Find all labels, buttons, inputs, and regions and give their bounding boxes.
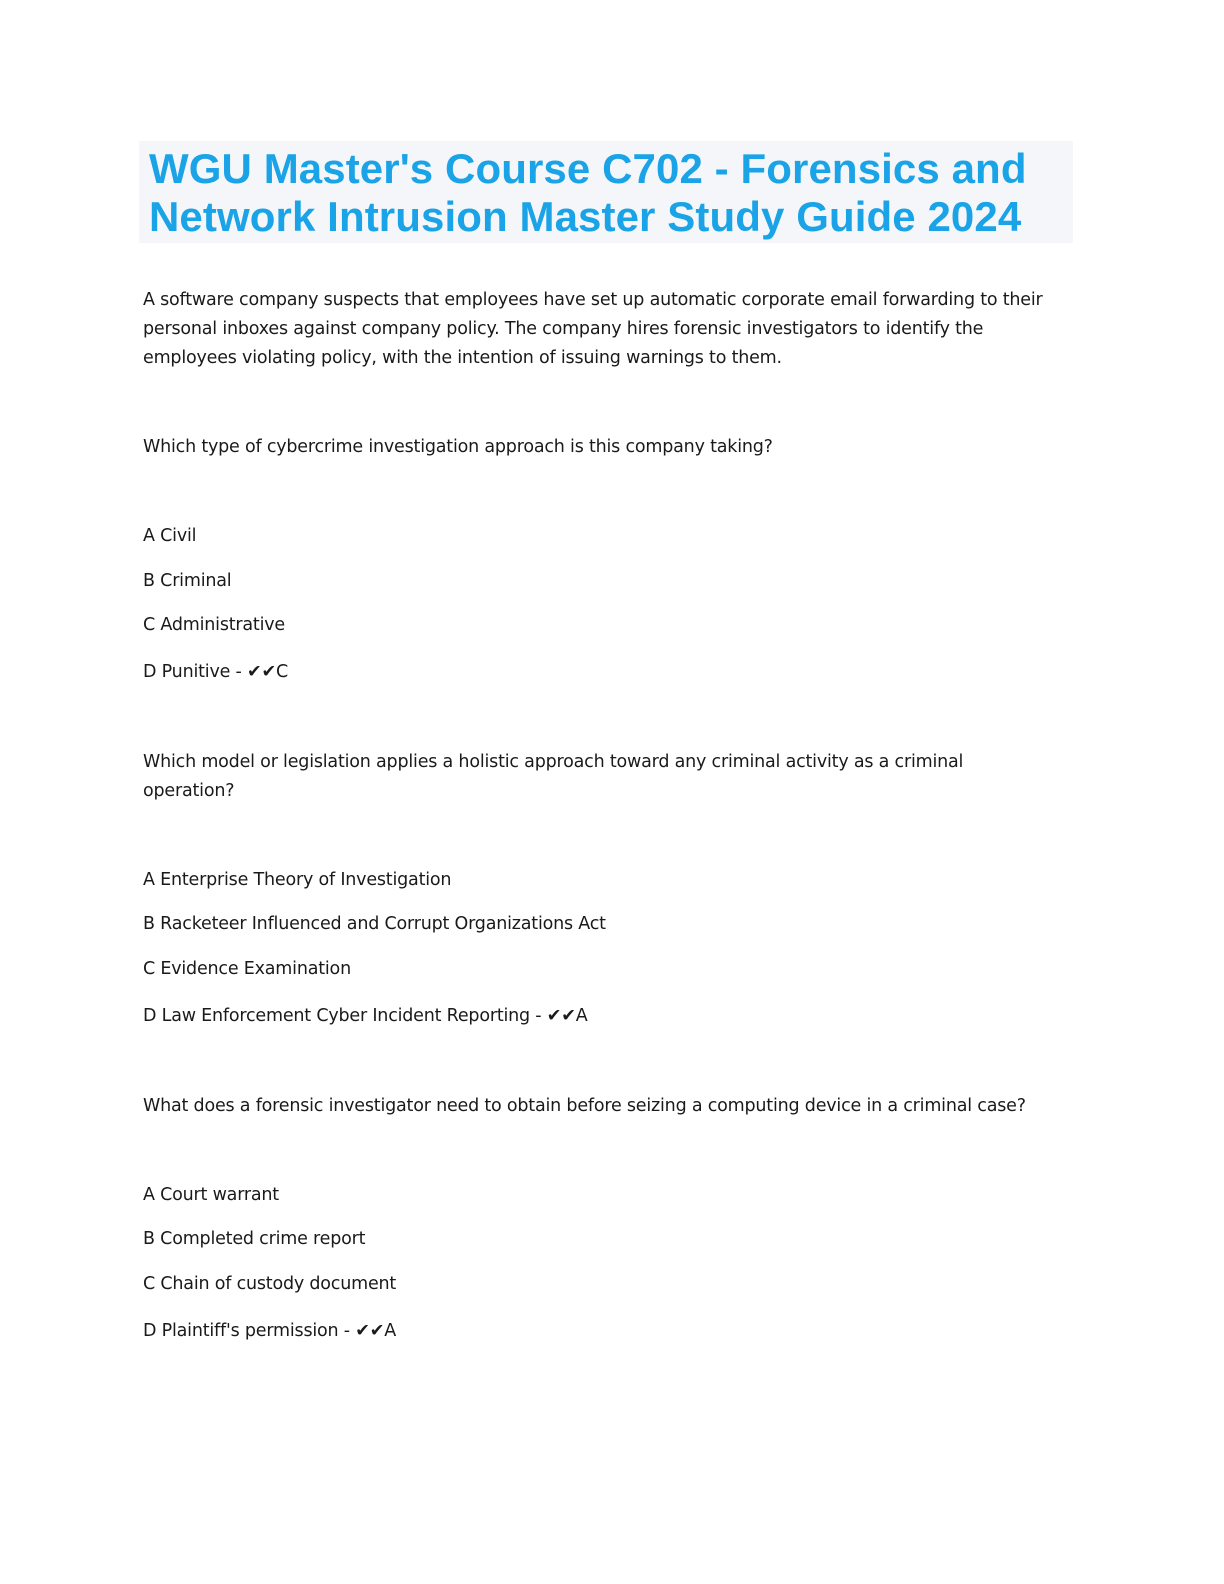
question-2-option-c: C Evidence Examination — [143, 959, 351, 979]
question-2-option-a: A Enterprise Theory of Investigation — [143, 870, 452, 890]
question-1-option-c: C Administrative — [143, 615, 285, 635]
question-3-prompt: What does a forensic investigator need to obtain before seizing a computing device in a criminal case? — [143, 1096, 1026, 1116]
intro-line-2: personal inboxes against company policy. The company hires forensic investigators to identify the — [143, 319, 984, 339]
question-1-prompt: Which type of cybercrime investigation approach is this company taking? — [143, 437, 773, 457]
question-1-option-d-answer: D Punitive - ✔✔C — [143, 662, 288, 682]
question-3-option-b: B Completed crime report — [143, 1229, 366, 1249]
question-2-prompt-line-2: operation? — [143, 781, 235, 801]
title-line-1: WGU Master's Course C702 - Forensics and — [149, 145, 1027, 192]
intro-line-3: employees violating policy, with the intention of issuing warnings to them. — [143, 348, 782, 368]
question-3-option-a: A Court warrant — [143, 1185, 279, 1205]
question-2-option-d-answer: D Law Enforcement Cyber Incident Reporting - ✔✔A — [143, 1006, 588, 1026]
question-3-option-d-answer: D Plaintiff's permission - ✔✔A — [143, 1321, 396, 1341]
question-3-option-c: C Chain of custody document — [143, 1274, 397, 1294]
document-title — [139, 141, 1073, 243]
question-2-prompt-line-1: Which model or legislation applies a holistic approach toward any criminal activity as a criminal — [143, 752, 964, 772]
question-1-option-a: A Civil — [143, 526, 197, 546]
title-line-2: Network Intrusion Master Study Guide 2024 — [149, 193, 1022, 240]
question-1-option-b: B Criminal — [143, 571, 232, 591]
question-2-option-b: B Racketeer Influenced and Corrupt Organizations Act — [143, 914, 606, 934]
intro-line-1: A software company suspects that employees have set up automatic corporate email forwarding to their — [143, 290, 1043, 310]
